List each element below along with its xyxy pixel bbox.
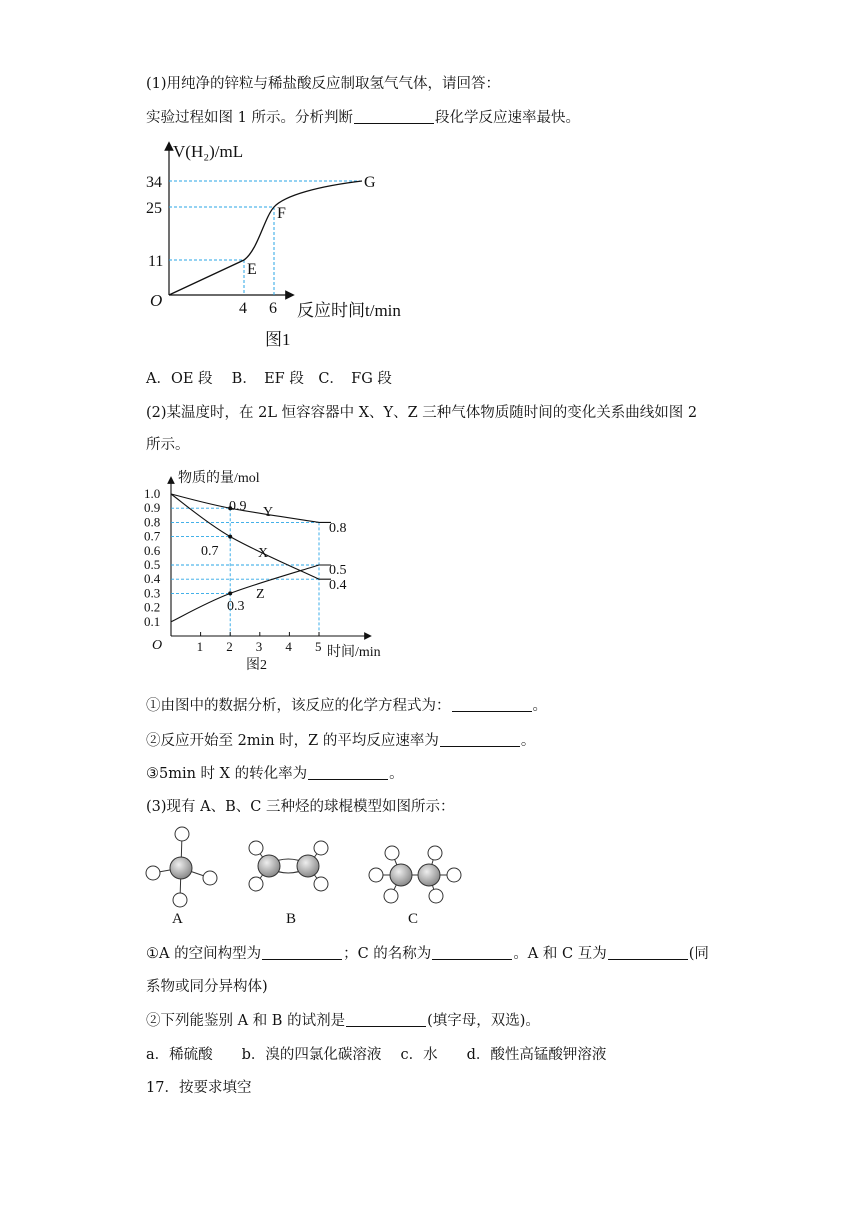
- q3-sub1-line2: 系物或同分异构体): [146, 979, 268, 995]
- model-label-c: C: [408, 911, 419, 927]
- q3-sub1-p2: ；C 的名称为: [343, 946, 432, 962]
- answer-blank: [346, 1012, 426, 1027]
- fig2-point: [228, 591, 232, 595]
- model-a: [146, 827, 217, 907]
- model-b: [249, 841, 328, 891]
- model-label-a: A: [172, 911, 183, 927]
- q3-sub1-p1: ①A 的空间构型为: [146, 946, 262, 962]
- answer-blank: [432, 945, 512, 960]
- q3-sub2: [146, 1009, 540, 1030]
- fig2-ytick: 0.5: [144, 557, 161, 572]
- q3-sub2-after: (填字母，双选)。: [427, 1013, 540, 1029]
- fig2-series-x: [171, 494, 331, 579]
- fig2-ytick: 1.0: [144, 486, 161, 501]
- q3-sub1-p3: 。A 和 C 互为: [513, 946, 607, 962]
- answer-blank: [308, 765, 388, 780]
- q2-sub1-before: ①由图中的数据分析，该反应的化学方程式为：: [146, 698, 451, 714]
- q2-intro-line1: (2)某温度时，在 2L 恒容容器中 X、Y、Z 三种气体物质随时间的变化关系曲线如图 2: [146, 405, 698, 421]
- fig2-ytick: 0.7: [144, 528, 161, 544]
- q3-sub1-p4: (同: [688, 946, 709, 962]
- answer-blank: [354, 109, 434, 124]
- fig2-series-label-y: Y: [263, 505, 274, 520]
- fig2-series-label-x: X: [258, 546, 269, 561]
- q2-sub1: [146, 694, 547, 715]
- q2-sub2: [146, 729, 535, 750]
- fig2-xtick: 5: [315, 639, 322, 654]
- q2-sub3-after: 。: [389, 766, 404, 782]
- fig2-ytick: 0.4: [144, 571, 161, 587]
- fig2-origin: O: [152, 638, 163, 653]
- q1-prompt-after: 段化学反应速率最快。: [434, 110, 580, 126]
- q3-sub2-before: ②下列能鉴别 A 和 B 的试剂是: [146, 1013, 346, 1029]
- fig2-ytick: 0.6: [144, 542, 161, 558]
- fig1-point-g: G: [364, 174, 376, 191]
- answer-blank: [440, 732, 520, 747]
- fig1-ytick: 25: [146, 200, 162, 217]
- fig2-point-label: 0.4: [329, 578, 347, 593]
- fig2-point: [228, 535, 232, 539]
- fig2-series-label-z: Z: [256, 587, 265, 602]
- answer-blank: [452, 697, 532, 712]
- answer-blank: [262, 945, 342, 960]
- q1-prompt: [146, 106, 580, 127]
- q2-intro-line2: 所示。: [146, 437, 190, 453]
- model-c: [369, 846, 461, 903]
- fig2-caption: 图2: [246, 658, 267, 673]
- fig2-xtick: 4: [285, 639, 292, 654]
- fig2-ytick: 0.8: [144, 514, 161, 530]
- fig2-point-label: 0.9: [229, 499, 247, 514]
- fig2-xtick: 2: [226, 639, 233, 654]
- fig1-xtick: 6: [269, 300, 277, 317]
- fig2-ytick: 0.3: [144, 585, 161, 601]
- q1-options: A．OE 段 B． EF 段 C． FG 段: [146, 371, 392, 387]
- q3-sub1: [146, 942, 709, 963]
- q1-intro: (1)用纯净的锌粒与稀盐酸反应制取氢气气体，请回答：: [146, 76, 501, 92]
- fig2-ytick: 0.1: [144, 613, 161, 629]
- fig2-ytick: 0.9: [144, 500, 161, 516]
- fig1-ytick: 11: [148, 253, 164, 270]
- fig1-xlabel: 反应时间t/min: [297, 301, 401, 320]
- model-label-b: B: [286, 911, 297, 927]
- q2-sub2-after: 。: [520, 733, 536, 749]
- fig2-point-label: 0.3: [227, 599, 245, 614]
- q2-sub3: [146, 762, 404, 783]
- fig1-point-f: F: [277, 205, 286, 222]
- fig2-ytick: 0.2: [144, 599, 161, 615]
- fig2-ylabel: 物质的量/mol: [178, 471, 260, 486]
- answer-blank: [608, 945, 688, 960]
- fig2-xtick: 3: [255, 639, 263, 654]
- q1-prompt-before: 实验过程如图 1 所示。分析判断: [146, 110, 353, 126]
- q2-sub2-before: ②反应开始至 2min 时，Z 的平均反应速率为: [146, 733, 439, 749]
- fig2-xtick: 1: [196, 639, 204, 654]
- fig2-point-label: 0.8: [329, 521, 347, 536]
- fig2-point-label: 0.7: [201, 544, 219, 559]
- fig1-ytick: 34: [146, 174, 162, 191]
- ball-stick-models: [140, 826, 480, 930]
- fig1-curve: [169, 181, 362, 295]
- q3-intro: (3)现有 A、B、C 三种烃的球棍模型如图所示：: [146, 799, 455, 815]
- q3-options: a．稀硫酸 b．溴的四氯化碳溶液 c．水 d．酸性高锰酸钾溶液: [146, 1047, 607, 1063]
- fig2-series-y: [171, 494, 331, 522]
- fig1-caption: 图1: [265, 330, 291, 349]
- figure-1: [140, 138, 440, 353]
- fig1-ylabel: V(H₂)/mL: [173, 142, 244, 161]
- fig2-point-label: 0.5: [329, 563, 347, 578]
- q2-sub1-after: 。: [532, 698, 547, 714]
- q2-sub3-before: ③5min 时 X 的转化率为: [146, 766, 308, 782]
- fig1-origin: O: [150, 291, 163, 310]
- fig1-point-e: E: [247, 261, 257, 278]
- fig1-xtick: 4: [239, 300, 247, 317]
- fig2-xlabel: 时间/min: [327, 645, 381, 660]
- q17-title: 17．按要求填空: [146, 1080, 252, 1096]
- figure-2: [140, 466, 390, 676]
